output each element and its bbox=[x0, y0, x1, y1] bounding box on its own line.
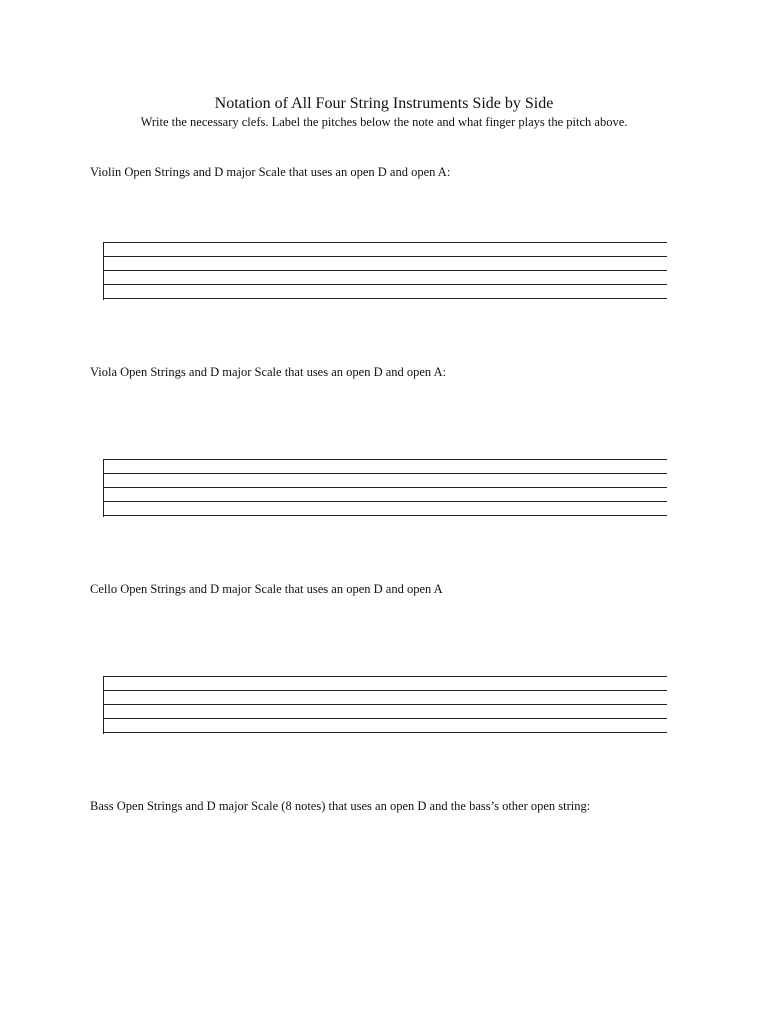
cello-prompt: Cello Open Strings and D major Scale that uses an open D and open A bbox=[90, 582, 443, 596]
staff-left-barline bbox=[103, 676, 104, 734]
viola-staff[interactable] bbox=[103, 459, 667, 517]
bass-prompt: Bass Open Strings and D major Scale (8 notes) that uses an open D and the bass’s other open string: bbox=[90, 799, 591, 813]
staff-left-barline bbox=[103, 459, 104, 517]
violin-prompt: Violin Open Strings and D major Scale that uses an open D and open A: bbox=[90, 165, 451, 179]
worksheet-instructions: Write the necessary clefs. Label the pitches below the note and what finger plays the pitch above. bbox=[140, 115, 628, 129]
viola-prompt: Viola Open Strings and D major Scale that uses an open D and open A: bbox=[90, 365, 447, 379]
staff-line bbox=[103, 704, 667, 705]
staff-line bbox=[103, 270, 667, 271]
worksheet-title: Notation of All Four String Instruments Side by Side bbox=[214, 95, 554, 112]
cello-staff[interactable] bbox=[103, 676, 667, 734]
staff-line bbox=[103, 676, 667, 677]
staff-line bbox=[103, 501, 667, 502]
staff-line bbox=[103, 459, 667, 460]
staff-line bbox=[103, 256, 667, 257]
staff-line bbox=[103, 732, 667, 733]
violin-staff[interactable] bbox=[103, 242, 667, 300]
staff-line bbox=[103, 487, 667, 488]
staff-line bbox=[103, 284, 667, 285]
staff-line bbox=[103, 515, 667, 516]
staff-left-barline bbox=[103, 242, 104, 300]
staff-line bbox=[103, 298, 667, 299]
staff-line bbox=[103, 242, 667, 243]
staff-line bbox=[103, 690, 667, 691]
staff-line bbox=[103, 718, 667, 719]
staff-line bbox=[103, 473, 667, 474]
